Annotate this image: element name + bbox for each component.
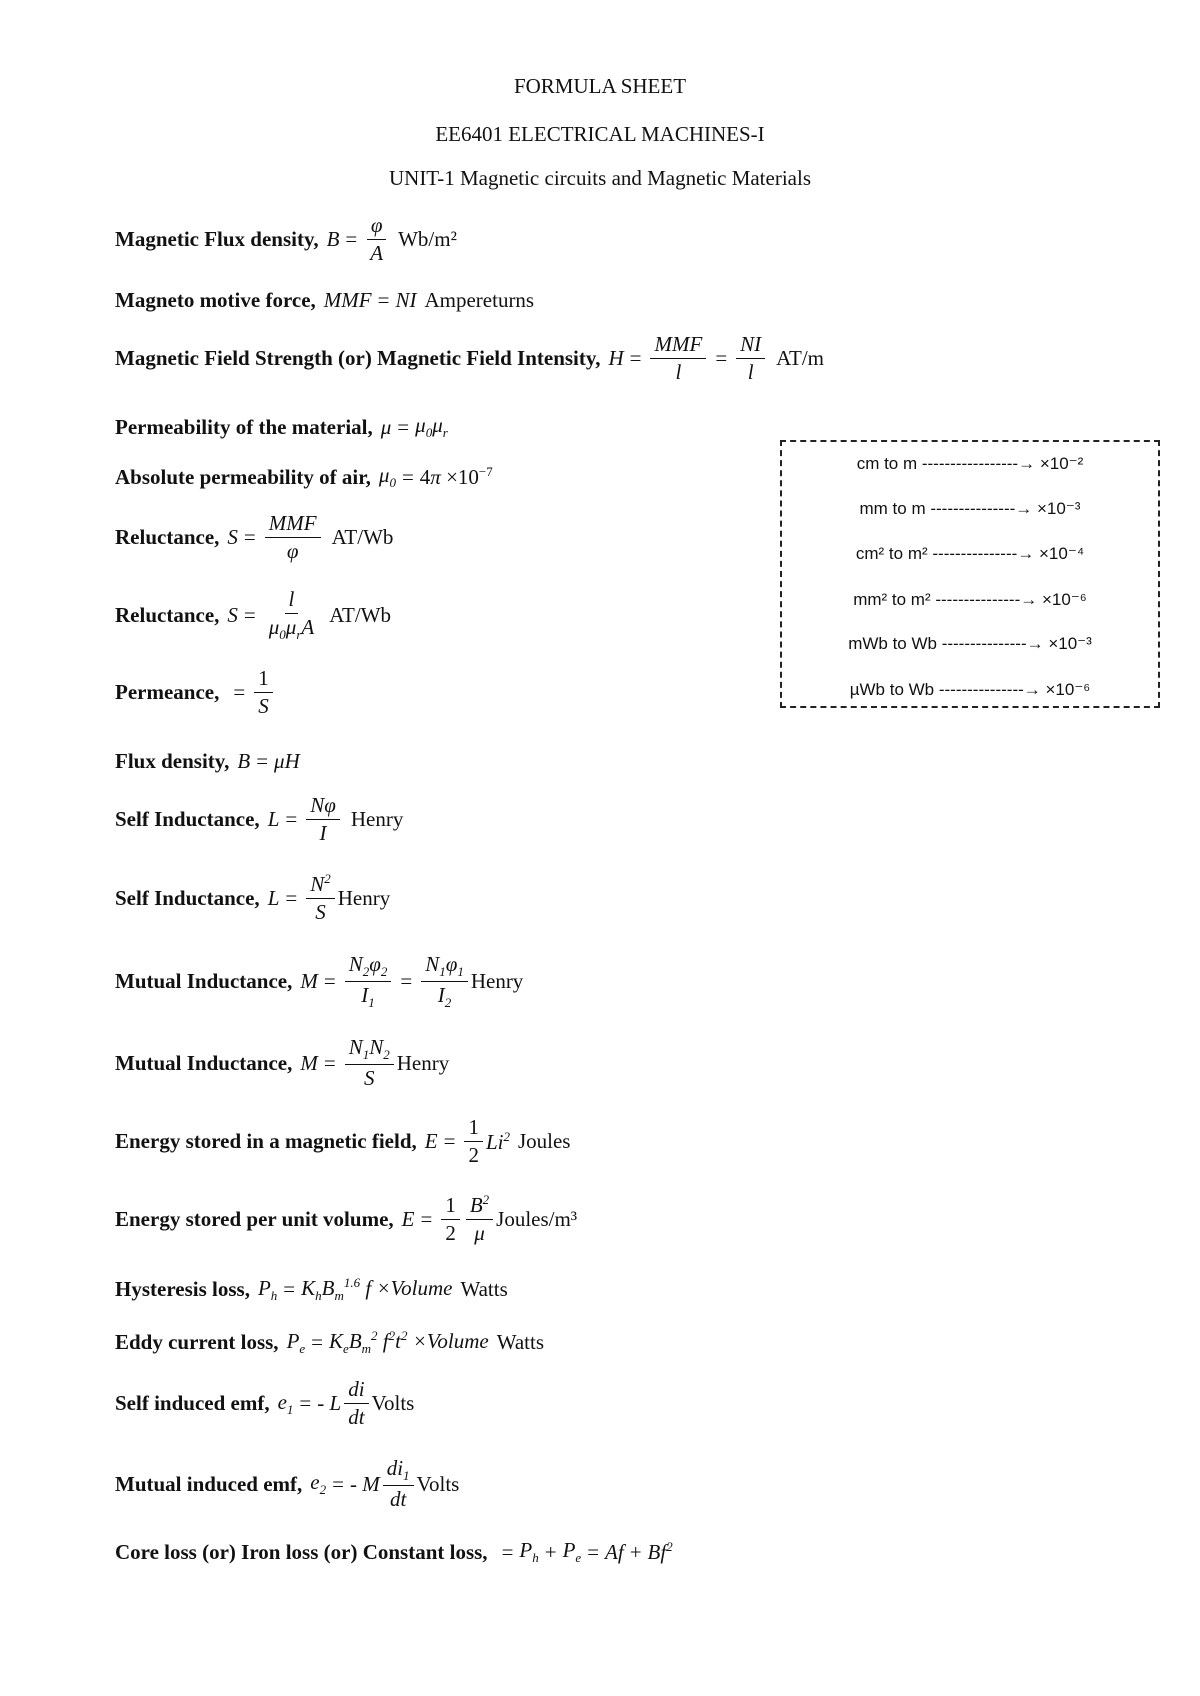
formula-label: Hysteresis loss, xyxy=(115,1277,250,1302)
formula-unit: Volts xyxy=(371,1391,415,1416)
formula-label: Core loss (or) Iron loss (or) Constant loss, xyxy=(115,1539,488,1564)
formula-unit: Joules xyxy=(517,1129,571,1154)
formula-label: Energy stored in a magnetic field, xyxy=(115,1129,417,1154)
formula-label: Mutual induced emf, xyxy=(115,1471,303,1496)
formula-unit: Ampereturns xyxy=(424,288,535,312)
formula-flux-density-2: Flux density, B = μH xyxy=(115,749,300,773)
formula-eddy-current-loss: Eddy current loss, $P_e$ = $K_eB_m^2$ $f^2t^2$ ×Volume Watts xyxy=(115,1328,545,1357)
formula-unit: Watts xyxy=(496,1330,545,1355)
page-title: FORMULA SHEET xyxy=(513,74,687,98)
formula-hysteresis-loss: Hysteresis loss, $P_h$ = $K_hB_m^{1.6}$ f ×Volume Watts xyxy=(115,1275,508,1304)
course-title: EE6401 ELECTRICAL MACHINES-I xyxy=(435,122,765,146)
formula-self-induced-emf: Self induced emf, $e_1$ = - L $\frac{di}{dt}$ Volts xyxy=(115,1377,415,1430)
formula-unit: Henry xyxy=(350,807,404,832)
conversion-item: µWb to Wb ---------------→ ×10⁻⁶ xyxy=(849,680,1091,699)
formula-label: Permeance, xyxy=(115,680,220,705)
conversion-item: mm to m ---------------→ ×10⁻³ xyxy=(859,499,1081,518)
formula-label: Magnetic Field Strength (or) Magnetic Field Intensity, xyxy=(115,346,601,371)
formula-unit: Joules/m³ xyxy=(496,1206,578,1231)
formula-permeability: Permeability of the material, μ = $\mu_0\mu_r$ xyxy=(115,413,448,441)
formula-unit: Henry xyxy=(470,969,524,994)
formula-label: Absolute permeability of air, xyxy=(115,464,371,489)
formula-label: Mutual Inductance, xyxy=(115,1050,293,1075)
formula-self-inductance-1: Self Inductance, L = $\frac{N\varphi}{I}$ Henry xyxy=(115,793,404,846)
formula-mutual-inductance-2: Mutual Inductance, M = $\frac{N_1N_2}{S}$ Henry xyxy=(115,1035,450,1091)
conversion-item: cm to m -----------------→ ×10⁻² xyxy=(856,454,1084,473)
formula-label: Reluctance, xyxy=(115,525,220,550)
unit-conversion-box xyxy=(780,440,1160,708)
formula-label: Magneto motive force, xyxy=(115,288,316,312)
formula-field-strength: Magnetic Field Strength (or) Magnetic Field Intensity, H = $\frac{\text{MMF}}{l}$ = $\frac{NI}{l}$ AT/m xyxy=(115,332,824,385)
unit-title: UNIT-1 Magnetic circuits and Magnetic Materials xyxy=(388,166,811,190)
formula-mmf: Magneto motive force, MMF = NI Ampereturns xyxy=(115,288,535,312)
formula-mutual-induced-emf: Mutual induced emf, $e_2$ = - M $\frac{di_1}{dt}$ Volts xyxy=(115,1456,460,1512)
formula-label: Energy stored per unit volume, xyxy=(115,1206,394,1231)
formula-flux-density: Magnetic Flux density, B = $\frac{\varphi}{A}$ Wb/m² xyxy=(115,213,457,266)
formula-label: Permeability of the material, xyxy=(115,414,373,439)
formula-unit: AT/m xyxy=(776,346,824,371)
formula-energy-per-volume: Energy stored per unit volume, E = $\frac{1}{2}$ $\frac{B^2}{\mu}$ Joules/m³ xyxy=(115,1192,578,1246)
formula-permeance: Permeance, = $\frac{1}{S}$ xyxy=(115,667,276,718)
formula-label: Mutual Inductance, xyxy=(115,969,293,994)
conversion-item: cm² to m² ---------------→ ×10⁻⁴ xyxy=(855,544,1085,563)
formula-reluctance-1: Reluctance, S = $\frac{\text{MMF}}{\varphi}$ AT/Wb xyxy=(115,511,394,564)
formula-core-loss: Core loss (or) Iron loss (or) Constant loss, = $P_h$ + $P_e$ = Af + Bf$^2$ xyxy=(115,1538,673,1566)
formula-mutual-inductance-1: Mutual Inductance, M = $\frac{N_2\varphi_2}{I_1}$ = $\frac{N_1\varphi_1}{I_2}$ Henry xyxy=(115,952,524,1011)
formula-label: Self induced emf, xyxy=(115,1391,270,1416)
formula-label: Reluctance, xyxy=(115,602,220,627)
formula-unit: AT/Wb xyxy=(329,602,392,627)
formula-self-inductance-2: Self Inductance, L = $\frac{N^2}{S}$ Henry xyxy=(115,871,391,925)
formula-energy-stored: Energy stored in a magnetic field, E = $\frac{1}{2}$ Li$^2$ Joules xyxy=(115,1115,571,1168)
formula-label: Self Inductance, xyxy=(115,807,260,832)
formula-unit: Watts xyxy=(460,1277,508,1302)
formula-unit: Henry xyxy=(337,885,391,910)
formula-unit: Wb/m² xyxy=(398,227,457,252)
formula-label: Self Inductance, xyxy=(115,885,260,910)
formula-label: Flux density, xyxy=(115,749,230,773)
formula-label: Eddy current loss, xyxy=(115,1330,279,1355)
formula-unit: Volts xyxy=(416,1471,460,1496)
formula-unit: AT/Wb xyxy=(331,525,394,550)
formula-absolute-permeability: Absolute permeability of air, $\mu_0$ = $4\pi \times 10^{-7}$ xyxy=(115,463,493,491)
formula-reluctance-2: Reluctance, S = $\frac{l}{\mu_0\mu_rA}$ AT/Wb xyxy=(115,587,392,643)
conversion-item: mWb to Wb ---------------→ ×10⁻³ xyxy=(848,634,1092,653)
conversion-item: mm² to m² ---------------→ ×10⁻⁶ xyxy=(853,590,1087,609)
formula-label: Magnetic Flux density, xyxy=(115,227,319,252)
formula-unit: Henry xyxy=(396,1050,450,1075)
